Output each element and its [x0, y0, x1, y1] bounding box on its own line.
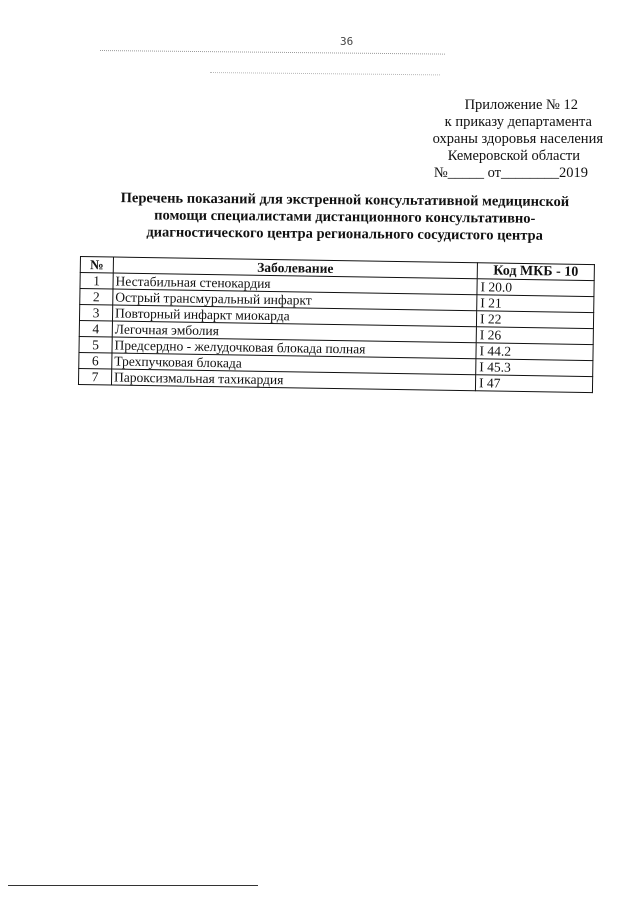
scan-artifact-line [210, 72, 440, 75]
appendix-region: Кемеровской области [447, 148, 580, 164]
row-icd-code: I 22 [476, 311, 593, 329]
row-icd-code: I 20.0 [477, 279, 594, 297]
page-number: 36 [340, 35, 354, 48]
row-icd-code: I 44.2 [476, 343, 593, 361]
row-disease: Пароксизмальная тахикардия [111, 369, 475, 391]
indications-table [78, 256, 595, 393]
row-number: 6 [79, 352, 112, 369]
row-number: 3 [79, 305, 112, 322]
scan-artifact-line [100, 50, 445, 55]
row-number: 4 [79, 320, 112, 337]
row-number: 2 [80, 289, 113, 306]
row-disease: Повторный инфаркт миокарда [112, 305, 476, 327]
appendix-department: охраны здоровья населения [432, 131, 603, 147]
header-number: № [80, 257, 113, 274]
row-number: 5 [79, 336, 112, 353]
row-icd-code: I 21 [477, 295, 594, 313]
row-number: 1 [80, 273, 113, 290]
row-disease: Острый трансмуральный инфаркт [113, 289, 477, 311]
bottom-rule [8, 885, 258, 886]
document-title: Перечень показаний для экстренной консультативной медицинской помощи специалистами дистанционного консультативно-диагностического центра регионального сосудистого центра [120, 190, 570, 244]
row-number: 7 [78, 368, 111, 385]
row-disease: Легочная эмболия [112, 321, 476, 343]
row-icd-code: I 26 [476, 327, 593, 345]
appendix-order: к приказу департамента [444, 114, 592, 130]
row-icd-code: I 45.3 [476, 359, 593, 377]
row-disease: Нестабильная стенокардия [113, 273, 477, 295]
appendix-header [395, 97, 610, 182]
appendix-number: Приложение № 12 [464, 97, 578, 113]
header-disease: Заболевание [113, 257, 477, 279]
row-disease: Трехпучковая блокада [112, 353, 476, 375]
indications-table-wrapper [78, 256, 595, 393]
row-disease: Предсердно - желудочковая блокада полная [112, 337, 476, 359]
header-icd-code: Код МКБ - 10 [477, 263, 594, 281]
row-icd-code: I 47 [475, 375, 592, 393]
appendix-order-number-date: №_____ от________2019 [433, 165, 588, 181]
